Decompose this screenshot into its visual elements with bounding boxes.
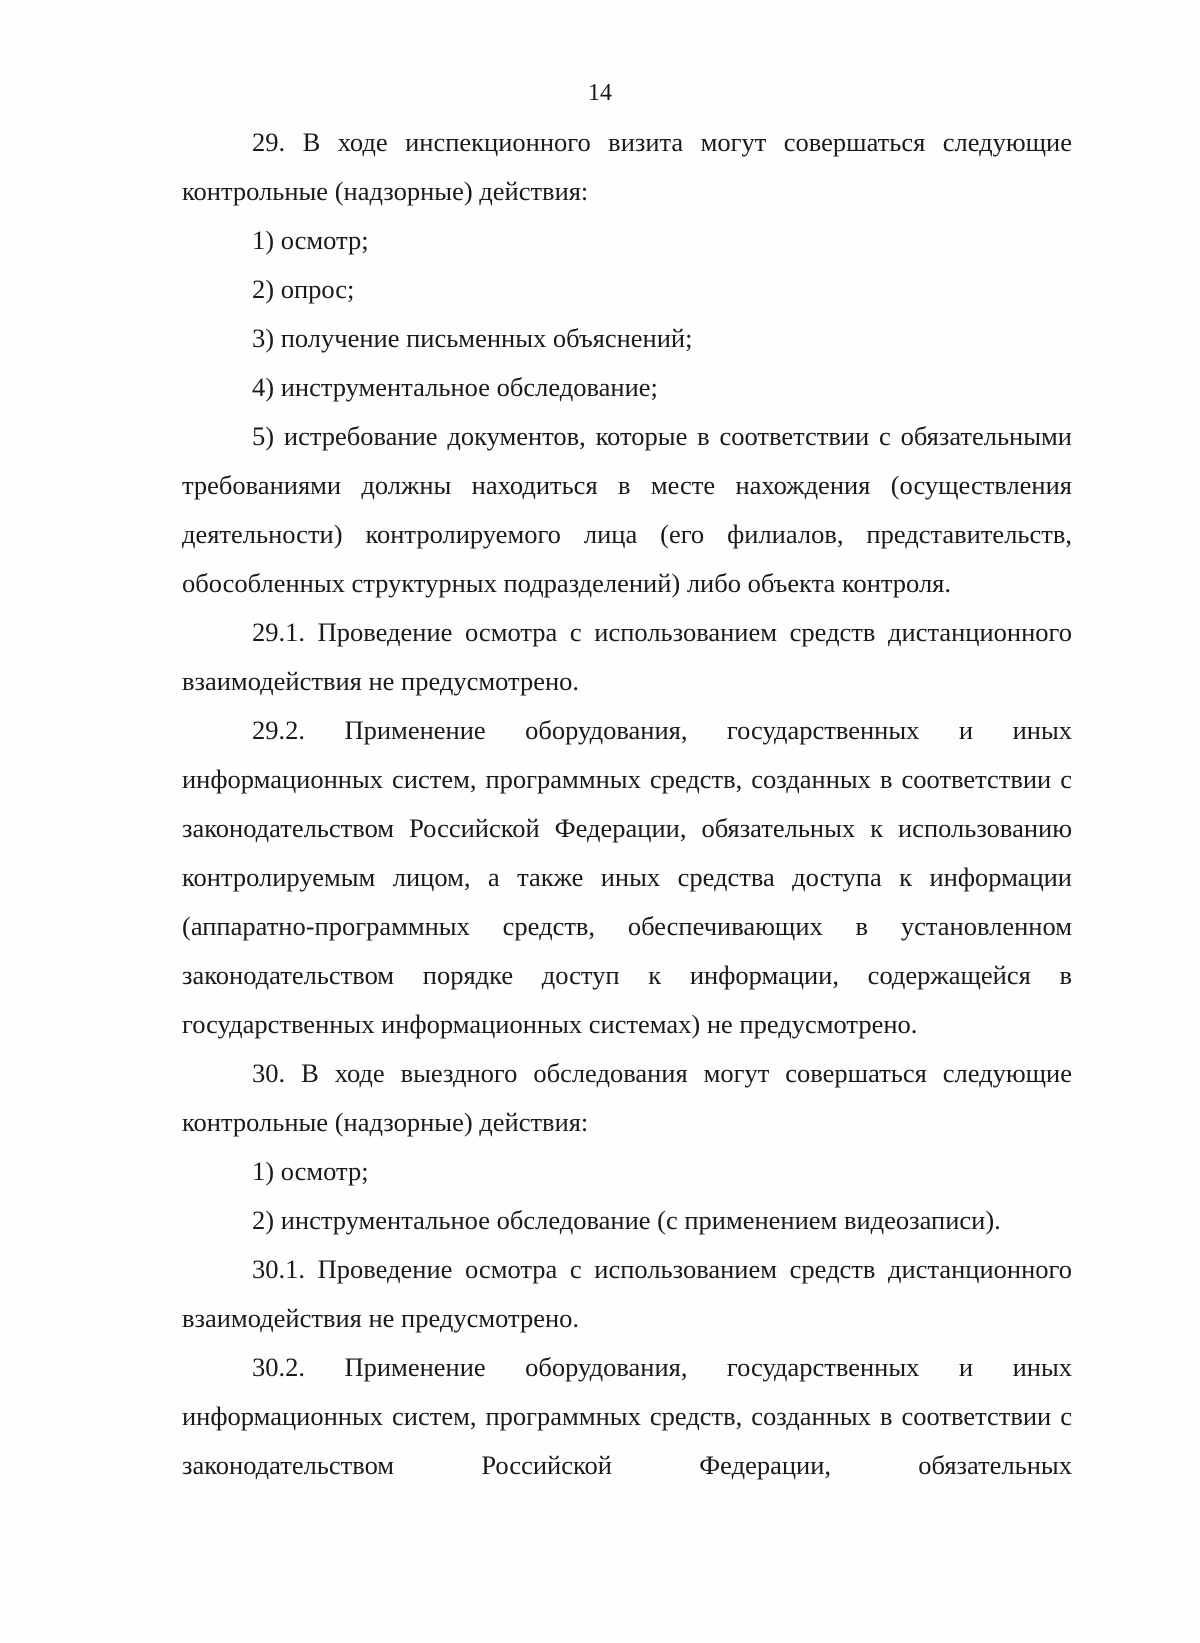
paragraph-30-2: 30.2. Применение оборудования, государственных и иных информационных систем, программных средств, созданных в соответствии с законодательством Российской Федерации, обязательных — [182, 1352, 1072, 1480]
paragraph-29-2: 29.2. Применение оборудования, государственных и иных информационных систем, программных средств, созданных в соответствии с законодательством Российской Федерации, обязательных к использованию контролируемым лицом, а также иных средства доступа к информации (аппаратно-программных средств, обеспечивающих в установленном законодательством порядке доступ к информации, содержащейся в государственных информационных системах) не предусмотрено. — [182, 715, 1072, 1039]
paragraph-29-item-1: 1) осмотр; — [252, 225, 369, 255]
paragraph-29: 29. В ходе инспекционного визита могут совершаться следующие контрольные (надзорные) действия: — [182, 127, 1072, 206]
paragraph-29-item-5: 5) истребование документов, которые в соответствии с обязательными требованиями должны находиться в месте нахождения (осуществления деятельности) контролируемого лица (его филиалов, представительств, обособленных структурных подразделений) либо объекта контроля. — [182, 421, 1072, 598]
page-number: 14 — [588, 80, 612, 106]
paragraph-30-item-1: 1) осмотр; — [252, 1156, 369, 1186]
paragraph-30-item-2: 2) инструментальное обследование (с применением видеозаписи). — [252, 1205, 1001, 1235]
paragraph-29-1: 29.1. Проведение осмотра с использованием средств дистанционного взаимодействия не предусмотрено. — [182, 617, 1072, 696]
paragraph-30-1: 30.1. Проведение осмотра с использованием средств дистанционного взаимодействия не предусмотрено. — [182, 1254, 1072, 1333]
paragraph-30: 30. В ходе выездного обследования могут совершаться следующие контрольные (надзорные) действия: — [182, 1058, 1072, 1137]
document-body — [182, 118, 1072, 1490]
paragraph-29-item-2: 2) опрос; — [252, 274, 355, 304]
paragraph-29-item-3: 3) получение письменных объяснений; — [252, 323, 693, 353]
paragraph-29-item-4: 4) инструментальное обследование; — [252, 372, 658, 402]
